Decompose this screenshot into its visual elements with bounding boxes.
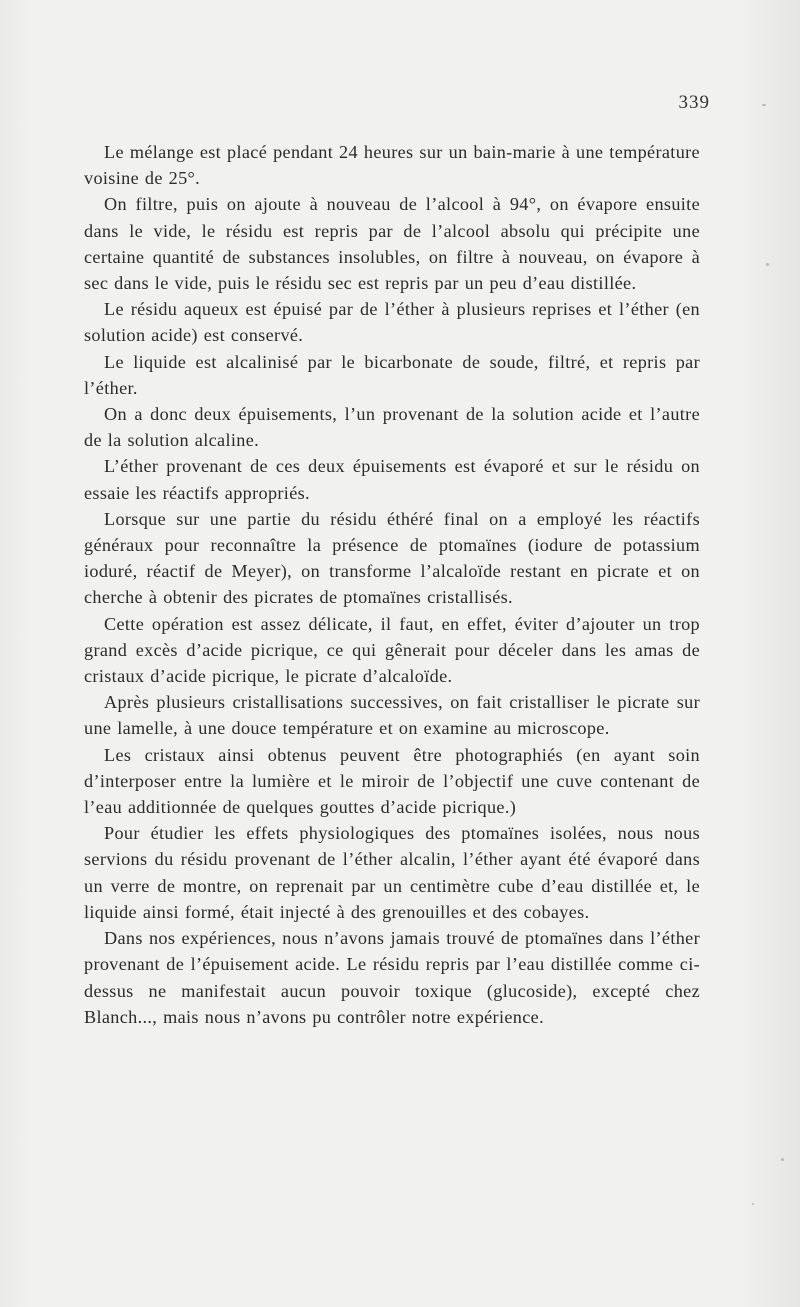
paper-speck xyxy=(781,1158,784,1161)
paragraph: Après plusieurs cristallisations successives, on fait cristalliser le picrate sur une lamelle, à une douce température et on examine au microscope. xyxy=(84,692,700,739)
paper-speck xyxy=(752,1203,754,1205)
paper-speck xyxy=(762,104,766,106)
paper-speck xyxy=(766,263,769,266)
paragraph: Cette opération est assez délicate, il faut, en effet, éviter d’ajouter un trop grand excès d’acide picrique, ce qui gênerait pour déceler dans les amas de cristaux d’acide picrique, le picrate d’alcaloïde. xyxy=(84,613,700,687)
paragraph: Dans nos expériences, nous n’avons jamais trouvé de ptomaïnes dans l’éther provenant de l’épuisement acide. Le résidu repris par l’eau distillée comme ci-dessus ne manifestait aucun pouvoir toxique (glucoside), excepté chez Blanch..., mais nous n’avons pu contrôler notre expérience. xyxy=(84,928,700,1027)
paragraph: Le résidu aqueux est épuisé par de l’éther à plusieurs reprises et l’éther (en solution acide) est conservé. xyxy=(84,299,700,346)
page-number: 339 xyxy=(678,92,710,113)
paragraph: Pour étudier les effets physiologiques des ptomaïnes isolées, nous nous servions du résidu provenant de l’éther alcalin, l’éther ayant été évaporé dans un verre de montre, on reprenait par un centimètre cube d’eau distillée et, le liquide ainsi formé, était injecté à des grenouilles et des cobayes. xyxy=(84,823,700,922)
paragraph: Le mélange est placé pendant 24 heures sur un bain-marie à une température voisine de 25°. xyxy=(84,142,700,189)
paragraph: On filtre, puis on ajoute à nouveau de l’alcool à 94°, on évapore ensuite dans le vide, le résidu est repris par de l’alcool absolu qui précipite une certaine quantité de substances insolubles, on filtre à nouveau, on évapore à sec dans le vide, puis le résidu sec est repris par un peu d’eau distillée. xyxy=(84,194,700,294)
body-text xyxy=(84,139,700,1030)
paragraph: Lorsque sur une partie du résidu éthéré final on a employé les réactifs généraux pour reconnaître la présence de ptomaïnes (iodure de potassium ioduré, réactif de Meyer), on transforme l’alcaloïde restant en picrate et on cherche à obtenir des picrates de ptomaïnes cristallisés. xyxy=(84,508,700,608)
paragraph: On a donc deux épuisements, l’un provenant de la solution acide et l’autre de la solution alcaline. xyxy=(84,404,700,451)
paragraph: L’éther provenant de ces deux épuisements est évaporé et sur le résidu on essaie les réactifs appropriés. xyxy=(84,456,700,503)
paragraph: Le liquide est alcalinisé par le bicarbonate de soude, filtré, et repris par l’éther. xyxy=(84,351,700,398)
paragraph: Les cristaux ainsi obtenus peuvent être photographiés (en ayant soin d’interposer entre la lumière et le miroir de l’objectif une cuve contenant de l’eau additionnée de quelques gouttes d’acide picrique.) xyxy=(84,744,700,818)
